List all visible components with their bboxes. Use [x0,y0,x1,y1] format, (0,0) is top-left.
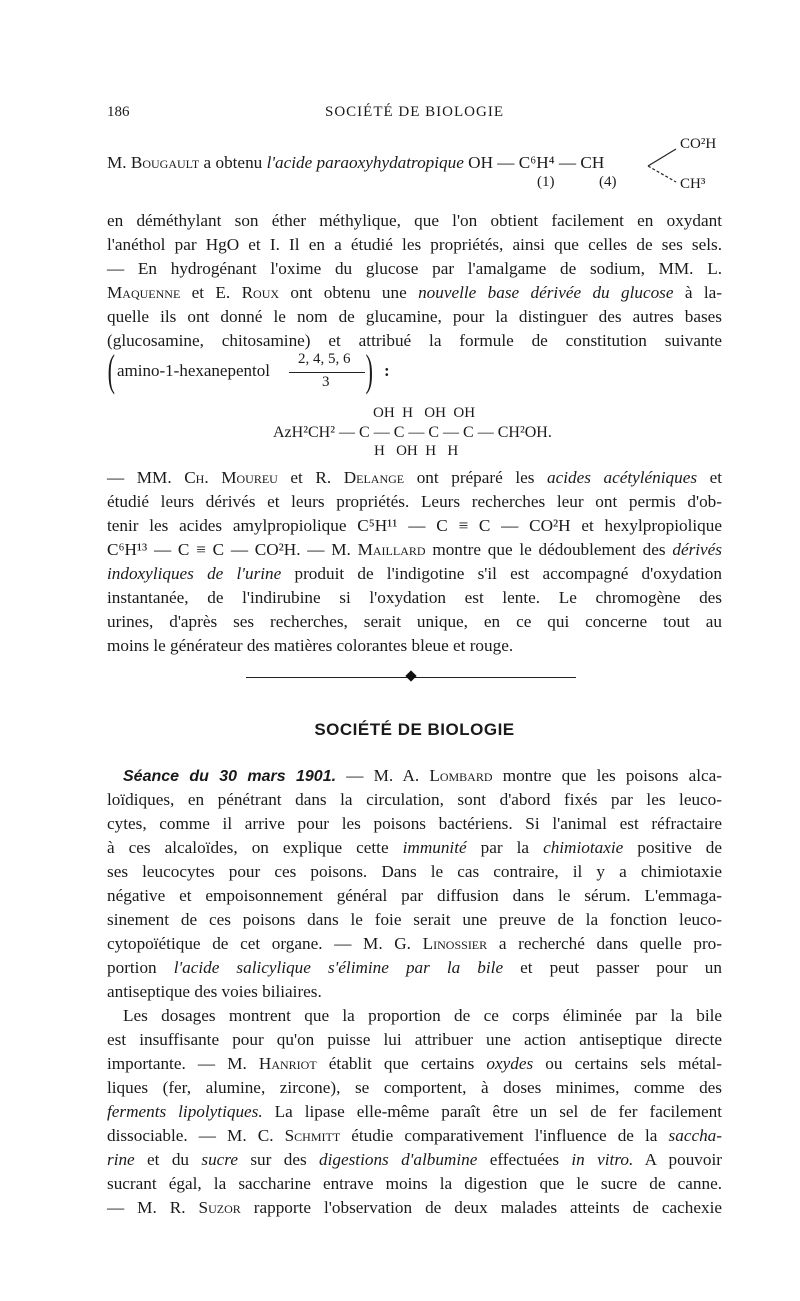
text-run: — M. R. [107,1198,199,1217]
italic-term: chimiotaxie [543,838,624,857]
text-run: et du [134,1150,202,1169]
paragraph-2-line-7: urines, d'après ses recherches, serait unique, en ce qui concerne tout au [107,612,722,631]
author-name: Schmitt [284,1126,341,1145]
italic-term: dérivés [672,540,722,559]
text-run: ont obtenu une [279,283,419,302]
text-run: à la- [673,283,722,302]
paragraph-1-line-3: l'anéthol par HgO et I. Il en a étudié les propriétés, ainsi que celles de ses sels. [107,235,722,254]
paragraph-4-line-6 [107,1124,722,1148]
paragraph-2-line-6: instantanée, de l'indirubine si l'oxydation est lente. Le chromogène des [107,588,722,607]
text-run: effectuées [477,1150,572,1169]
text-run: et [697,468,722,487]
text-run: portion [107,958,174,977]
session-date: Séance du 30 mars 1901. [123,768,337,785]
text-run: ou certains sels métal- [533,1054,723,1073]
author-name: R. Delange [315,468,405,487]
paragraph-2-line-1 [107,466,722,490]
paragraph-4-line-8: sucrant égal, la saccharine entrave moins la digestion que le sucre de canne. [107,1174,722,1193]
author-name: Maillard [357,540,426,559]
italic-term: sucre [201,1150,238,1169]
formula-position-4: (4) [599,174,617,190]
paragraph-4-line-9 [107,1196,722,1220]
italic-term: oxydes [486,1054,534,1073]
page-header [107,104,722,124]
page-number: 186 [107,104,130,120]
text-run: étudie comparativement l'influence de la [340,1126,669,1145]
paragraph-3-line-4 [107,836,722,860]
italic-term: l'acide paraoxyhydatropique [266,153,464,172]
text-run: C⁶H¹³ — C ≡ C — CO²H. — M. [107,540,358,559]
paragraph-3-line-8 [107,932,722,956]
paragraph-4-line-5 [107,1100,722,1124]
amino-colon: : [384,361,390,380]
paragraph-1-line-6: quelle ils ont donné le nom de glucamine, pour la distinguer des autres bases [107,307,722,326]
paragraph-1-line-2: en déméthylant son éther méthylique, que l'on obtient facilement en oxydant [107,211,722,230]
text-run: par la [466,838,544,857]
author-name: Ch. Moureu [184,468,278,487]
text-run: produit de l'indigotine s'il est accompagné d'oxydation [281,564,722,583]
formula-branch-lines [644,146,680,186]
paragraph-2-line-3: tenir les acides amylpropiolique C⁵H¹¹ — C ≡ C — CO²H et hexylpropiolique [107,516,722,535]
italic-term: rine [107,1150,135,1169]
paragraph-3-line-5: ses leucocytes pour ces poisons. Dans le cas contraire, il y a chimiotaxie [107,862,722,881]
paragraph-3-line-1 [123,764,722,789]
text-run: a obtenu [199,153,267,172]
italic-term: immunité [402,838,467,857]
text-run: et peut passer pour un [503,958,722,977]
text-run: sur des [237,1150,320,1169]
formula-branch-lower: CH³ [680,176,706,192]
italic-term: saccha- [668,1126,722,1145]
author-name: Linossier [422,934,488,953]
author-name: Roux [241,283,280,302]
paragraph-3-line-7: sinement de ces poisons dans le foie serait une preuve de la fonction leuco- [107,910,722,929]
formula-position-1: (1) [537,174,555,190]
text-run: M. [107,153,131,172]
italic-term: nouvelle base dérivée du glucose [418,283,674,302]
text-run: a recherché dans quelle pro- [487,934,722,953]
paragraph-3-line-6: négative et empoisonnement général par diffusion dans le sérum. L'emmaga- [107,886,722,905]
amino-denominator: 3 [322,374,330,390]
paragraph-2-line-5 [107,562,722,586]
paragraph-3-line-10: antiseptique des voies biliaires. [107,982,322,1001]
italic-term: l'acide salicylique s'élimine par la bile [173,958,504,977]
text-run: montre que les poisons alca- [492,766,722,785]
text-run: La lipase elle-même paraît être un sel de fer facilement [262,1102,723,1121]
text-run: et [277,468,316,487]
fraction-bar [289,372,365,373]
paragraph-1-line-4: — En hydrogénant l'oxime du glucose par l'amalgame de sodium, MM. L. [107,259,722,278]
author-name: Lombard [429,766,493,785]
amino-name: amino-1-hexanepentol [117,361,270,380]
italic-term: ferments lipolytiques. [107,1102,263,1121]
italic-term: digestions d'albumine [319,1150,478,1169]
paragraph-1-line-7: (glucosamine, chitosamine) et attribué la formule de constitution suivante [107,331,722,350]
italic-term: indoxyliques de l'urine [107,564,282,583]
author-name: Hanriot [258,1054,317,1073]
text-run: cytopoïétique de cet organe. — M. G. [107,934,423,953]
paragraph-2-line-8: moins le générateur des matières colorantes bleue et rouge. [107,636,514,655]
formula-row-2: AzH²CH² — C — C — C — C — CH²OH. [273,424,552,441]
text-run: — MM. [107,468,185,487]
formula-row-1: OH H OH OH [373,405,476,421]
paragraph-4-line-3 [107,1052,722,1076]
paragraph-3-line-3: cytes, comme il arrive pour les poisons bactériens. Si l'animal est réfractaire [107,814,722,833]
paragraph-4-line-1: Les dosages montrent que la proportion de ce corps éliminée par la bile [123,1006,722,1025]
running-title: SOCIÉTÉ DE BIOLOGIE [325,104,504,120]
text-run: — M. A. [336,766,430,785]
paragraph-4-line-7 [107,1148,722,1172]
paren-close: ) [365,346,373,395]
amino-numerator: 2, 4, 5, 6 [298,351,351,367]
paragraph-1-line-1 [107,151,637,175]
formula-row-3: H OH H H [374,443,459,459]
author-name: Maquenne [107,283,181,302]
italic-term: acides acétyléniques [547,468,698,487]
paren-open: ( [107,346,115,395]
paragraph-3-line-9 [107,956,722,980]
text-run: importante. — M. [107,1054,259,1073]
text-run: A pouvoir [633,1150,722,1169]
text-run: à ces alcaloïdes, on explique cette [107,838,403,857]
paragraph-3-line-2: loïdiques, en pénétrant dans la circulation, sont d'abord fixés par les leuco- [107,790,722,809]
text-run: établit que certains [316,1054,487,1073]
text-run: rapporte l'observation de deux malades atteints de cachexie [240,1198,722,1217]
text-run: dissociable. — M. C. [107,1126,285,1145]
text-run: montre que le dédoublement des [425,540,673,559]
text-run: positive de [623,838,722,857]
formula-branch-upper: CO²H [680,136,717,152]
paragraph-4-line-2: est insuffisante pour qu'on puisse lui attribuer une action antiseptique directe [107,1030,722,1049]
author-name: Suzor [198,1198,241,1217]
section-title: SOCIÉTÉ DE BIOLOGIE [314,720,515,739]
paragraph-2-line-2: étudié leurs dérivés et leurs propriétés. Leurs recherches leur ont permis d'ob- [107,492,722,511]
text-run: ont préparé les [404,468,547,487]
italic-term: in vitro. [571,1150,634,1169]
author-name: Bougault [130,153,200,172]
text-run: et E. [180,283,242,302]
paragraph-1-line-5 [107,281,722,305]
text-run: OH — C⁶H⁴ — CH [463,153,605,172]
paragraph-2-line-4 [107,538,722,562]
divider-diamond-ornament [405,670,416,681]
paragraph-4-line-4: liques (fer, alumine, zircone), se comportent, à doses minimes, comme des [107,1078,722,1097]
